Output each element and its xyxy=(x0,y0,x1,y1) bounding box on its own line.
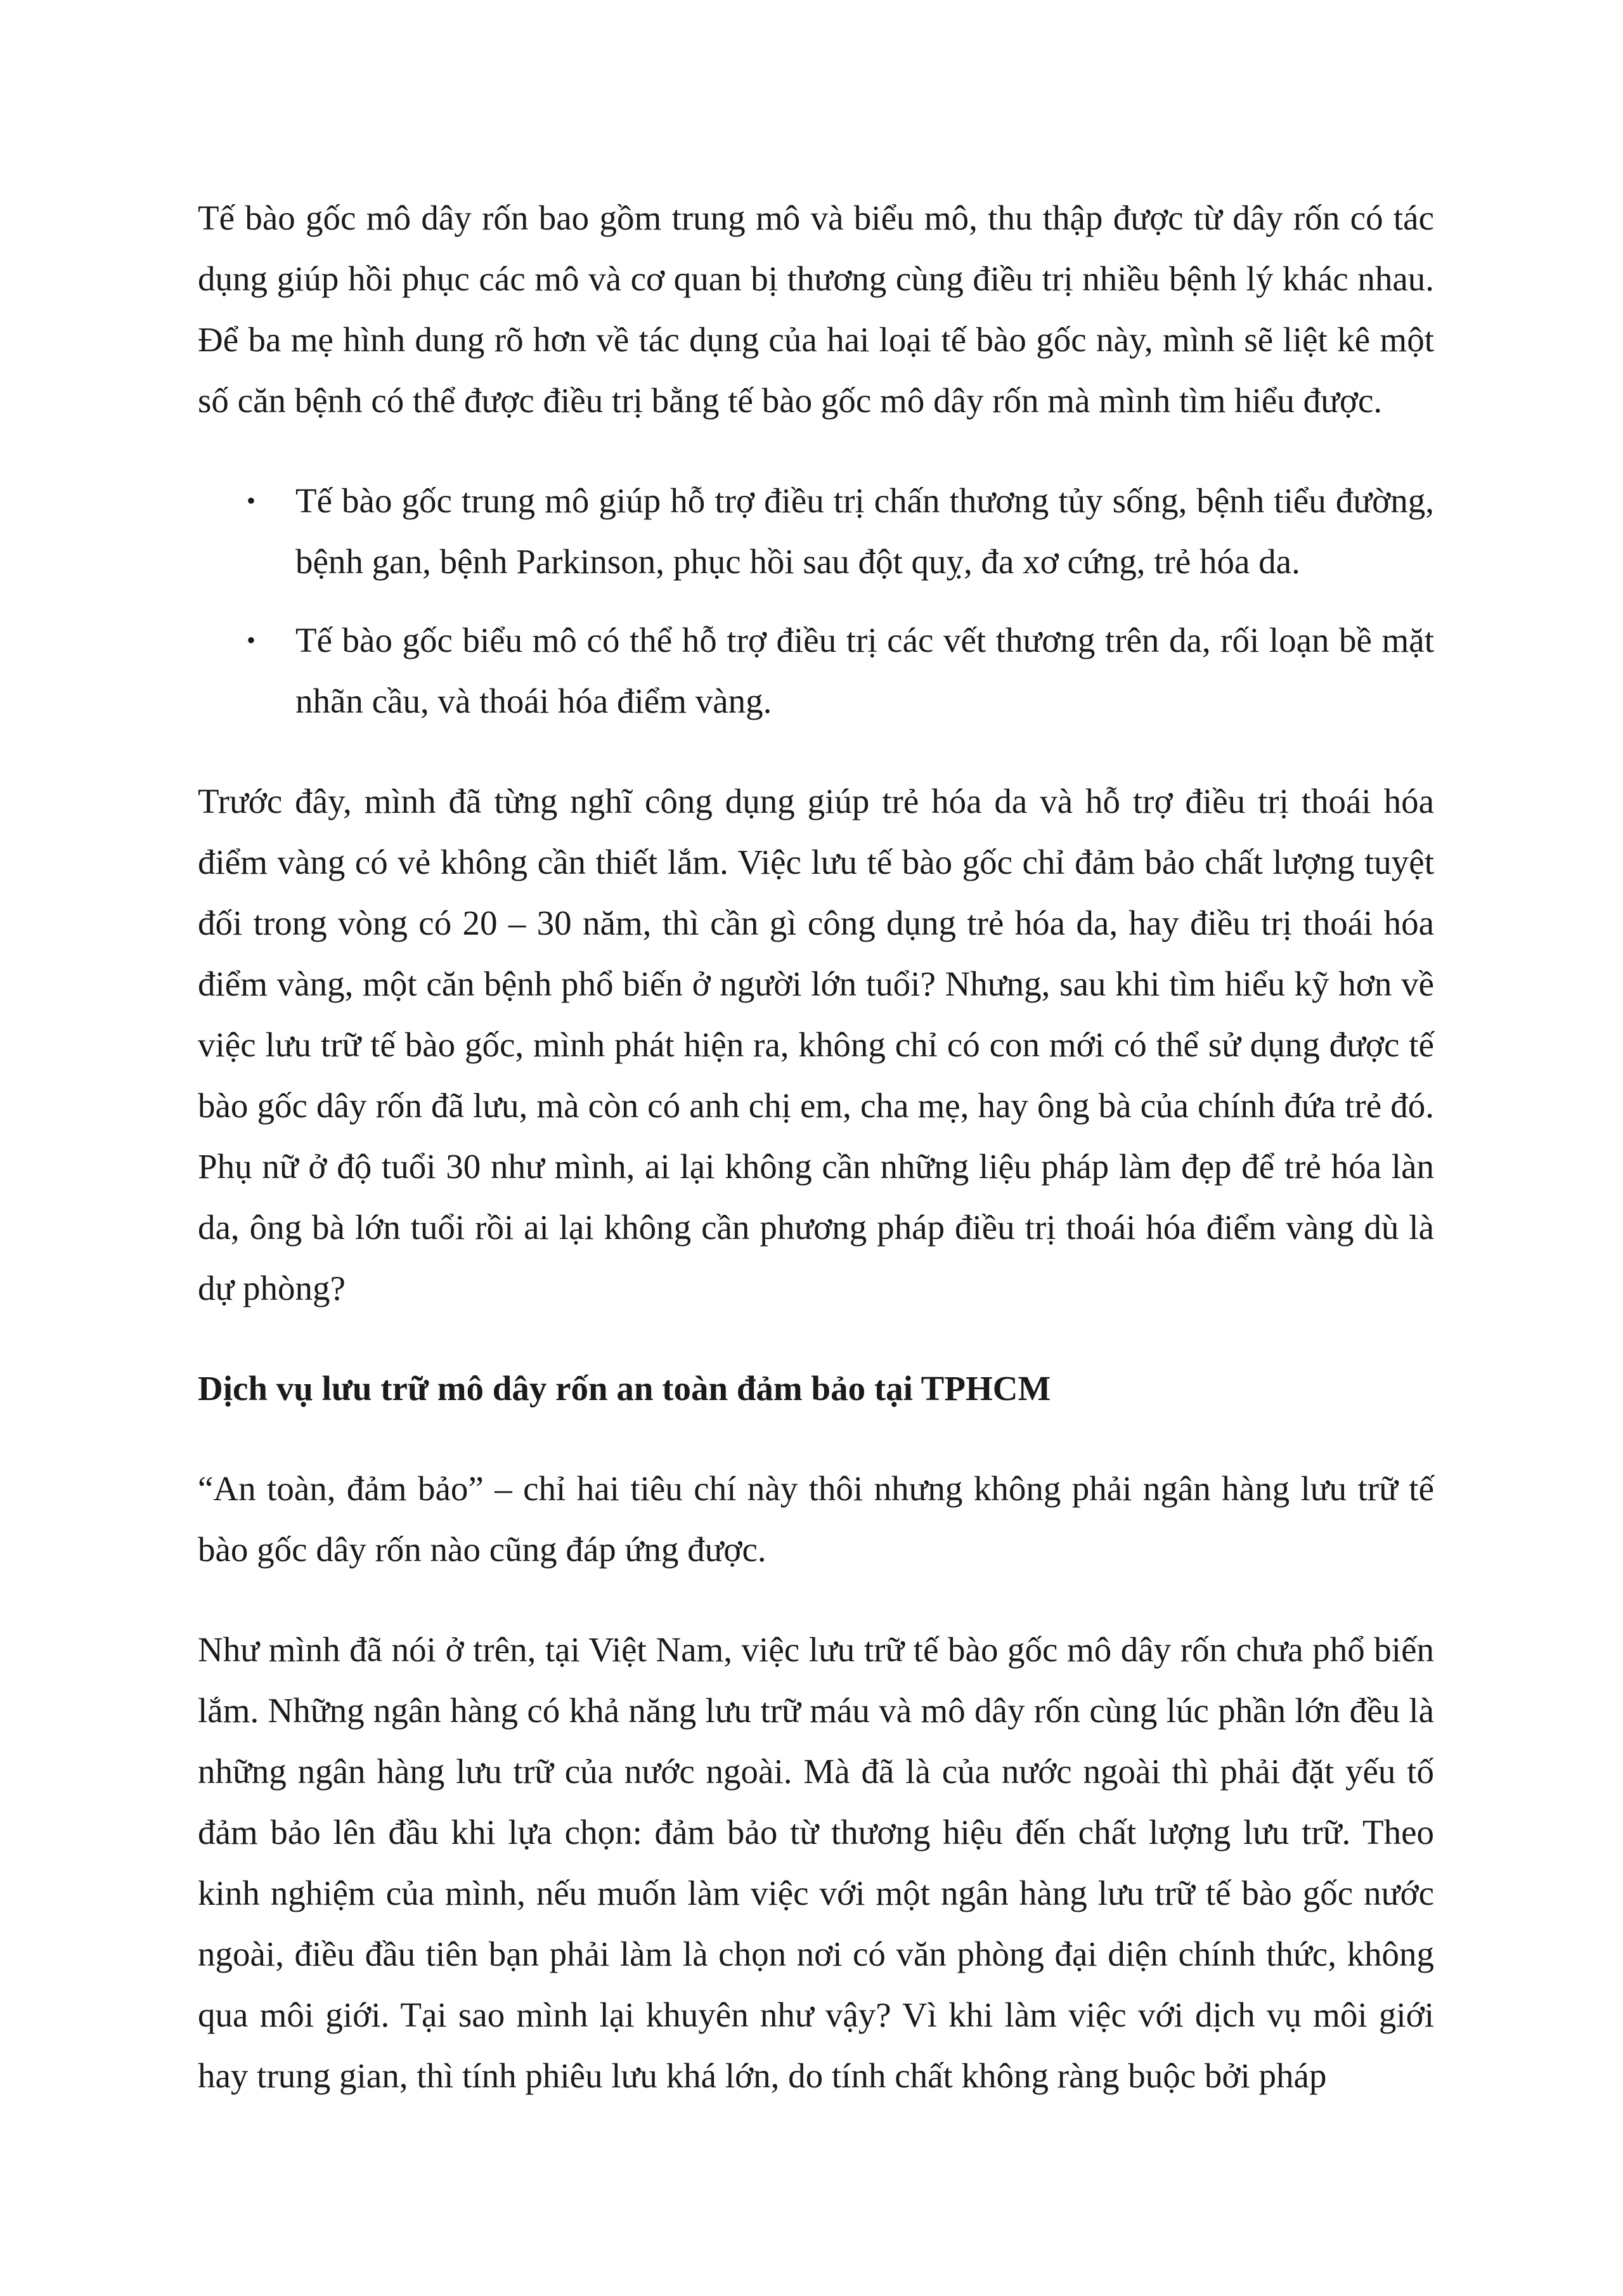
bullet-icon: • xyxy=(247,626,256,654)
paragraph-as-said: Như mình đã nói ở trên, tại Việt Nam, việc lưu trữ tế bào gốc mô dây rốn chưa phổ biến lắm. Những ngân hàng có khả năng lưu trữ máu và mô dây rốn cùng lúc phần lớn đều là những ngân hàng lưu trữ của nước ngoài. Mà đã là của nước ngoài thì phải đặt yếu tố đảm bảo lên đầu khi lựa chọn: đảm bảo từ thương hiệu đến chất lượng lưu trữ. Theo kinh nghiệm của mình, nếu muốn làm việc với một ngân hàng lưu trữ tế bào gốc nước ngoài, điều đầu tiên bạn phải làm là chọn nơi có văn phòng đại diện chính thức, không qua môi giới. Tại sao mình lại khuyên như vậy? Vì khi làm việc với dịch vụ môi giới hay trung gian, thì tính phiêu lưu khá lớn, do tính chất không ràng buộc bởi pháp xyxy=(198,1630,1434,2095)
list-item-text: Tế bào gốc biểu mô có thể hỗ trợ điều trị các vết thương trên da, rối loạn bề mặt nhãn cầu, và thoái hóa điểm vàng. xyxy=(295,621,1434,720)
paragraph-intro: Tế bào gốc mô dây rốn bao gồm trung mô và biểu mô, thu thập được từ dây rốn có tác dụng giúp hồi phục các mô và cơ quan bị thương cùng điều trị nhiều bệnh lý khác nhau. Để ba mẹ hình dung rõ hơn về tác dụng của hai loại tế bào gốc này, mình sẽ liệt kê một số căn bệnh có thể được điều trị bằng tế bào gốc mô dây rốn mà mình tìm hiểu được. xyxy=(198,198,1434,420)
bullet-icon: • xyxy=(247,486,256,515)
list-item xyxy=(198,610,1434,732)
list-item-text: Tế bào gốc trung mô giúp hỗ trợ điều trị chấn thương tủy sống, bệnh tiểu đường, bệnh gan, bệnh Parkinson, phục hồi sau đột quỵ, đa xơ cứng, trẻ hóa da. xyxy=(295,481,1434,581)
document-body xyxy=(198,188,1434,2146)
section-heading: Dịch vụ lưu trữ mô dây rốn an toàn đảm bảo tại TPHCM xyxy=(198,1369,1051,1408)
bullet-list xyxy=(198,470,1434,732)
paragraph-safety: “An toàn, đảm bảo” – chỉ hai tiêu chí này thôi nhưng không phải ngân hàng lưu trữ tế bào gốc dây rốn nào cũng đáp ứng được. xyxy=(198,1469,1434,1569)
paragraph-previously: Trước đây, mình đã từng nghĩ công dụng giúp trẻ hóa da và hỗ trợ điều trị thoái hóa điểm vàng có vẻ không cần thiết lắm. Việc lưu tế bào gốc chỉ đảm bảo chất lượng tuyệt đối trong vòng có 20 – 30 năm, thì cần gì công dụng trẻ hóa da, hay điều trị thoái hóa điểm vàng, một căn bệnh phổ biến ở người lớn tuổi? Nhưng, sau khi tìm hiểu kỹ hơn về việc lưu trữ tế bào gốc, mình phát hiện ra, không chỉ có con mới có thể sử dụng được tế bào gốc dây rốn đã lưu, mà còn có anh chị em, cha mẹ, hay ông bà của chính đứa trẻ đó. Phụ nữ ở độ tuổi 30 như mình, ai lại không cần những liệu pháp làm đẹp để trẻ hóa làn da, ông bà lớn tuổi rồi ai lại không cần phương pháp điều trị thoái hóa điểm vàng dù là dự phòng? xyxy=(198,782,1434,1307)
list-item xyxy=(198,470,1434,592)
